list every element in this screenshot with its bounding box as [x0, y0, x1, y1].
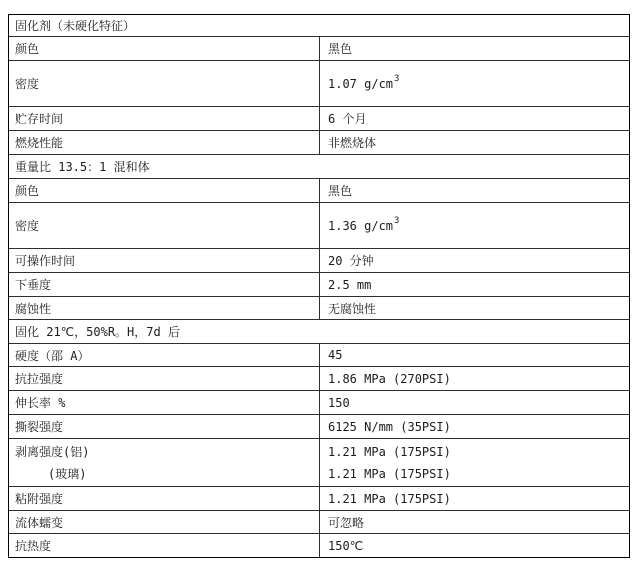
property-label: 颜色: [9, 37, 320, 60]
material-spec-table: [8, 14, 630, 558]
section-header: 重量比 13.5：1 混和体: [15, 160, 150, 174]
table-row: [9, 202, 629, 248]
value-line-aluminum: 1.21 MPa (175PSI): [328, 444, 451, 459]
property-value: 45: [328, 348, 343, 362]
property-label: 抗热度: [9, 534, 320, 557]
property-value: 1.86 MPa (270PSI): [328, 371, 451, 386]
value-text: 1.36 g/cm: [328, 218, 394, 233]
property-label: 粘附强度: [9, 487, 320, 510]
table-row: [9, 36, 629, 60]
table-row: [9, 414, 629, 438]
label-line-aluminum: 剥离强度(铝): [15, 444, 90, 459]
table-row: [9, 510, 629, 533]
section-header-row: [9, 154, 629, 178]
property-value: [320, 439, 629, 486]
value-text: 1.07 g/cm: [328, 76, 394, 91]
property-value: 150: [328, 395, 350, 410]
table-row: [9, 106, 629, 130]
property-label: 撕裂强度: [9, 415, 320, 438]
property-value: 可忽略: [328, 515, 365, 530]
property-label: 下垂度: [9, 273, 320, 296]
table-row: [9, 390, 629, 414]
table-row: [9, 296, 629, 319]
property-label: 硬度（邵 A）: [9, 344, 320, 366]
property-value: 1.21 MPa (175PSI): [328, 491, 451, 506]
label-line-glass: (玻璃): [48, 466, 87, 481]
property-value: 黑色: [328, 184, 353, 198]
property-value: 20 分钟: [328, 254, 374, 268]
table-row: [9, 343, 629, 366]
property-label: 密度: [9, 61, 320, 106]
table-row-peel-strength: [9, 438, 629, 486]
property-label: 流体蠕变: [9, 511, 320, 533]
property-value: 6125 N/mm (35PSI): [328, 419, 451, 434]
value-line-glass: 1.21 MPa (175PSI): [328, 466, 451, 481]
property-label: 燃烧性能: [9, 131, 320, 154]
table-row: [9, 366, 629, 390]
property-value: 6 个月: [328, 112, 367, 126]
table-row: [9, 130, 629, 154]
section-header-row: [9, 15, 629, 36]
table-row: [9, 272, 629, 296]
property-label: 伸长率 %: [9, 391, 320, 414]
property-value: 非燃烧体: [328, 136, 377, 150]
property-value: 无腐蚀性: [328, 301, 377, 316]
property-value: 黑色: [328, 42, 353, 56]
property-label: 腐蚀性: [9, 297, 320, 319]
section-header-row: [9, 319, 629, 343]
property-label: 可操作时间: [9, 249, 320, 272]
property-value: 2.5 mm: [328, 277, 372, 292]
table-row: [9, 486, 629, 510]
table-row: [9, 60, 629, 106]
property-label: 密度: [9, 203, 320, 248]
property-value: 150℃: [328, 538, 364, 553]
section-header: 固化 21℃，50%R。H，7d 后: [15, 325, 180, 339]
table-row: [9, 533, 629, 557]
property-value: 1.07 g/cm $^3$: [328, 73, 400, 91]
property-label: 贮存时间: [9, 107, 320, 130]
property-label: 抗拉强度: [9, 367, 320, 390]
table-row: [9, 178, 629, 202]
property-value: 1.36 g/cm $^3$: [328, 215, 400, 233]
property-label: [9, 439, 320, 486]
section-header: 固化剂（未硬化特征）: [15, 19, 136, 33]
property-label: 颜色: [9, 179, 320, 202]
table-row: [9, 248, 629, 272]
